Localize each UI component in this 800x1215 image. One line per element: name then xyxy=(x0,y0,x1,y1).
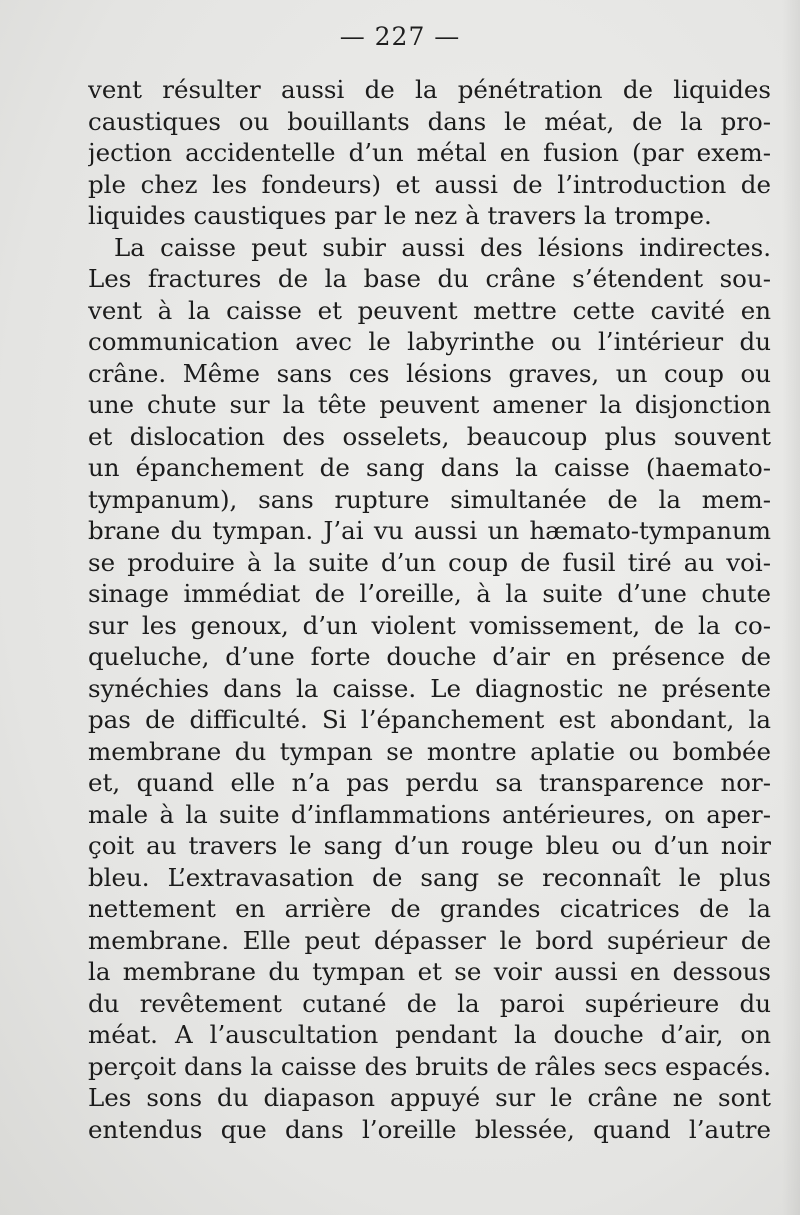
text-line: jection accidentelle d’un métal en fusion (par exem- xyxy=(88,138,771,167)
text-line: entendus que dans l’oreille blessée, quand l’autre xyxy=(88,1114,771,1144)
text-line: pas de difficulté. Si l’épanchement est abondant, la xyxy=(88,705,771,734)
text-line: liquides caustiques par le nez à travers la trompe. xyxy=(88,201,712,230)
text-line: brane du tympan. J’ai vu aussi un hæmato-tympanum xyxy=(88,516,771,545)
page-number: — 227 — xyxy=(339,22,461,51)
text-line: et dislocation des osselets, beaucoup plus souvent xyxy=(88,421,771,451)
text-line: Les sons du diapason appuyé sur le crâne ne sont xyxy=(88,1083,771,1112)
text-line: la membrane du tympan et se voir aussi en dessous xyxy=(88,957,771,986)
text-line: synéchies dans la caisse. Le diagnostic ne présente xyxy=(88,673,771,703)
text-line: membrane. Elle peut dépasser le bord supérieur de xyxy=(88,925,771,955)
text-line: vent résulter aussi de la pénétration de liquides xyxy=(88,75,771,104)
text-line: se produire à la suite d’un coup de fusil tiré au voi- xyxy=(88,547,771,577)
text-line: vent à la caisse et peuvent mettre cette cavité en xyxy=(88,295,771,325)
text-line: caustiques ou bouillants dans le méat, de la pro- xyxy=(88,106,771,136)
text-line: ple chez les fondeurs) et aussi de l’introduction de xyxy=(88,169,771,199)
text-line: tympanum), sans rupture simultanée de la mem- xyxy=(88,484,771,514)
text-line: çoit au travers le sang d’un rouge bleu ou d’un noir xyxy=(88,831,771,860)
text-line: La caisse peut subir aussi des lésions indirectes. xyxy=(114,232,771,262)
text-line: sur les genoux, d’un violent vomissement, de la co- xyxy=(88,610,771,640)
text-line: male à la suite d’inflammations antérieures, on aper- xyxy=(88,799,771,829)
text-line: bleu. L’extravasation de sang se reconnaît le plus xyxy=(88,862,771,892)
text-line: queluche, d’une forte douche d’air en présence de xyxy=(88,642,771,671)
text-line: crâne. Même sans ces lésions graves, un coup ou xyxy=(88,358,771,388)
text-line: membrane du tympan se montre aplatie ou bombée xyxy=(88,736,771,766)
body-text xyxy=(88,74,771,1145)
text-line: communication avec le labyrinthe ou l’intérieur du xyxy=(88,327,771,356)
text-line: nettement en arrière de grandes cicatrices de la xyxy=(88,894,771,923)
text-line: un épanchement de sang dans la caisse (haemato- xyxy=(88,453,771,482)
text-line: méat. A l’auscultation pendant la douche d’air, on xyxy=(88,1020,771,1049)
text-line: perçoit dans la caisse des bruits de râles secs espacés. xyxy=(88,1051,771,1081)
text-line: sinage immédiat de l’oreille, à la suite d’une chute xyxy=(88,579,771,608)
text-line: Les fractures de la base du crâne s’étendent sou- xyxy=(88,264,771,293)
text-line: et, quand elle n’a pas perdu sa transparence nor- xyxy=(88,768,771,797)
text-line: du revêtement cutané de la paroi supérieure du xyxy=(88,988,771,1018)
page-edge-shadow xyxy=(782,0,800,1215)
text-line: une chute sur la tête peuvent amener la disjonction xyxy=(88,390,771,419)
